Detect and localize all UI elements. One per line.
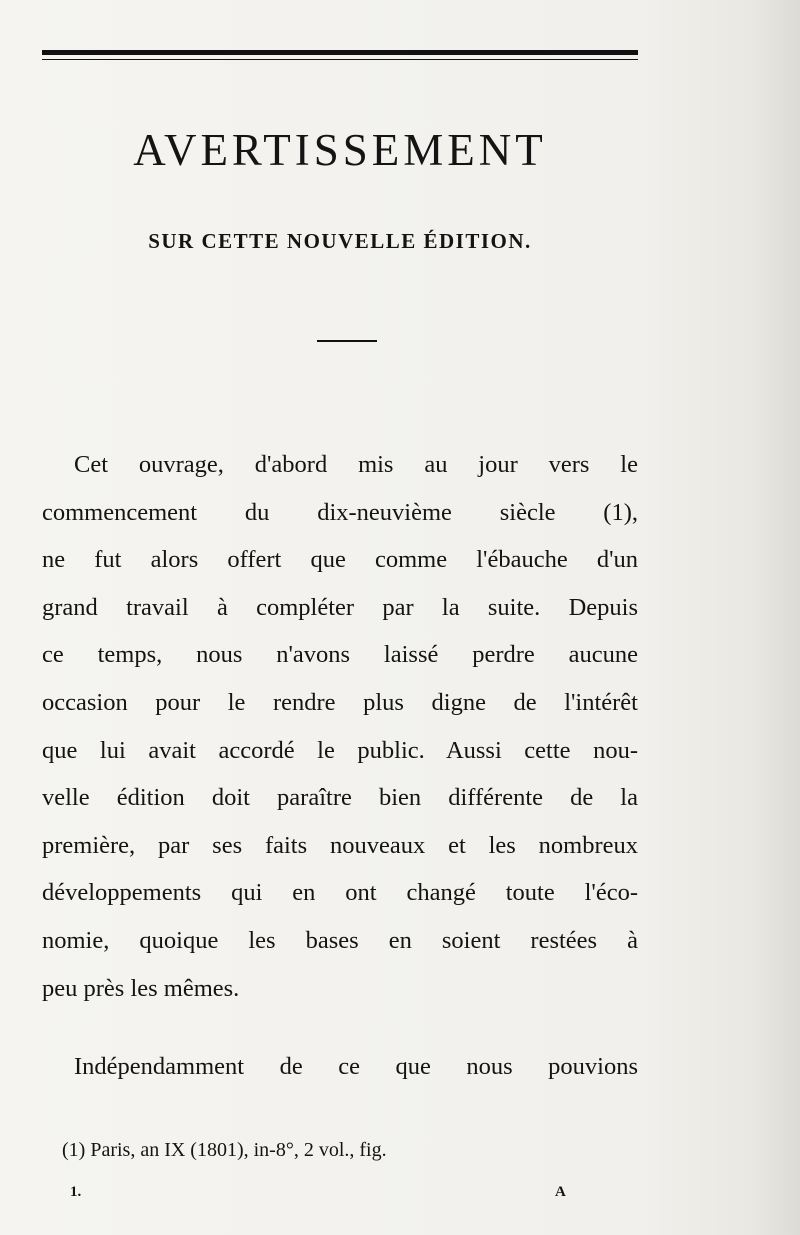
text-line: velle édition doit paraître bien différente de la xyxy=(42,784,638,812)
text-line: ce temps, nous n'avons laissé perdre aucune xyxy=(42,641,638,669)
section-divider xyxy=(317,340,377,342)
footnote: (1) Paris, an IX (1801), in-8°, 2 vol., fig. xyxy=(62,1139,387,1161)
paragraph-2 xyxy=(42,1043,638,1091)
text-line: commencement du dix-neuvième siècle (1), xyxy=(42,498,638,526)
text-line: grand travail à compléter par la suite. Depuis xyxy=(42,593,638,621)
text-line: que lui avait accordé le public. Aussi cette nou- xyxy=(42,736,638,764)
signature-mark-left: 1. xyxy=(70,1184,82,1200)
text-line: nomie, quoique les bases en soient restées à xyxy=(42,926,638,954)
text-line: développements qui en ont changé toute l'éco- xyxy=(42,879,638,907)
page-subtitle: SUR CETTE NOUVELLE ÉDITION. xyxy=(148,229,532,253)
top-double-rule xyxy=(42,50,638,60)
text-line: ne fut alors offert que comme l'ébauche d'un xyxy=(42,546,638,574)
text-line: occasion pour le rendre plus digne de l'intérêt xyxy=(42,688,638,716)
text-line: Indépendamment de ce que nous pouvions xyxy=(74,1053,638,1080)
text-line: Cet ouvrage, d'abord mis au jour vers le xyxy=(74,451,638,478)
page-title: AVERTISSEMENT xyxy=(133,125,547,175)
paragraph-1 xyxy=(42,441,638,1012)
text-line: peu près les mêmes. xyxy=(42,974,240,1002)
text-line: première, par ses faits nouveaux et les nombreux xyxy=(42,831,638,859)
signature-mark-right: A xyxy=(555,1184,566,1200)
